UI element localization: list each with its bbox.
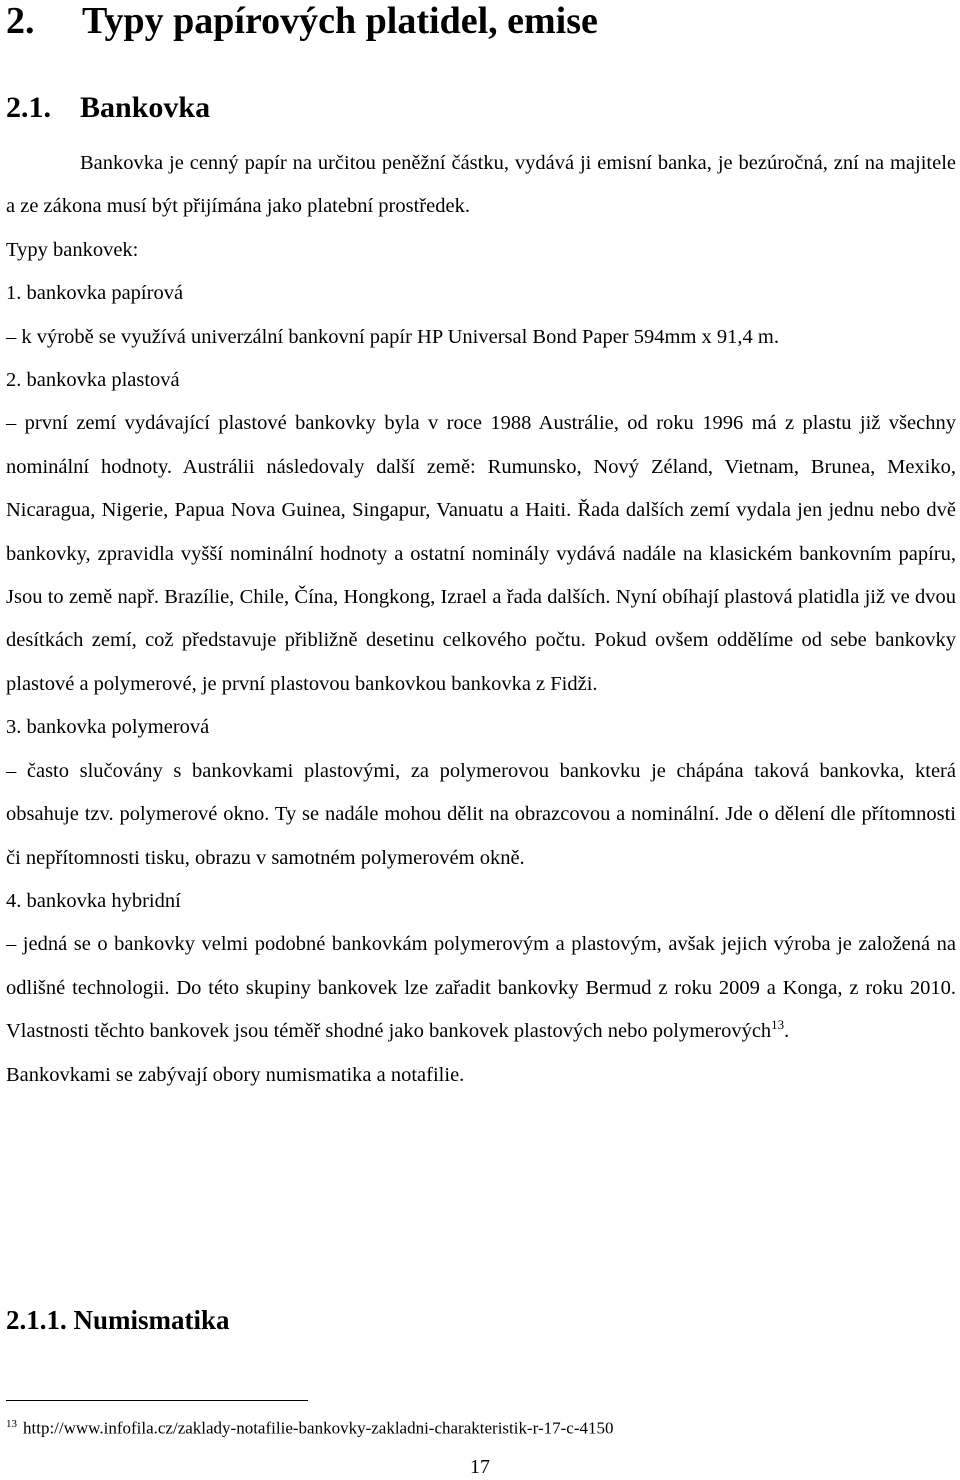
- section-heading: [6, 88, 210, 128]
- subsection-title: Numismatika: [73, 1305, 230, 1335]
- type4-description-text: – jedná se o bankovky velmi podobné bankovkám polymerovým a plastovým, avšak jejich výroba je založená na odlišné technologii. Do této skupiny bankovek lze zařadit bankovky Bermud z roku 2009 a Konga, z roku 2010. Vlastnosti těchto bankovek jsou téměř shodné jako bankovek plastových nebo polymerových: [6, 933, 956, 1043]
- footnote-reference[interactable]: 13: [771, 1017, 785, 1033]
- closing-sentence: Bankovkami se zabývají obory numismatika a notafilie.: [6, 1063, 465, 1086]
- footnote-marker: 13: [6, 1418, 17, 1430]
- type1-title: 1. bankovka papírová: [6, 282, 184, 305]
- type4-description-end: .: [784, 1020, 790, 1043]
- chapter-heading: [6, 0, 598, 44]
- type2-title: 2. bankovka plastová: [6, 369, 180, 392]
- type3-description: – často slučovány s bankovkami plastovými, za polymerovou bankovku je chápána taková bankovka, která obsahuje tzv. polymerové okno. Ty se nadále mohou dělit na obrazcovou a nominální. Jde o dělení dle přítomnosti či nepřítomnosti tisku, obrazu v samotném polymerovém okně.: [6, 759, 956, 869]
- footnote-separator: [6, 1400, 308, 1401]
- chapter-title: Typy papírových platidel, emise: [82, 0, 598, 42]
- type1-description: – k výrobě se využívá univerzální bankovní papír HP Universal Bond Paper 594mm x 91,4 m.: [6, 325, 779, 348]
- body-text: [6, 142, 956, 1097]
- type4-description: [6, 923, 956, 1053]
- intro-paragraph: Bankovka je cenný papír na určitou peněžní částku, vydává ji emisní banka, je bezúročná, zní na majitele a ze zákona musí být přijímána jako platební prostředek.: [6, 152, 956, 218]
- types-label: Typy bankovek:: [6, 238, 139, 261]
- footnote-link[interactable]: http://www.infofila.cz/zaklady-notafilie-bankovky-zakladni-charakteristik-r-17-c-4150: [23, 1418, 614, 1438]
- section-title: Bankovka: [80, 91, 211, 124]
- chapter-number: 2.: [6, 0, 35, 42]
- type3-title: 3. bankovka polymerová: [6, 716, 210, 739]
- section-number: 2.1.: [6, 91, 51, 124]
- page-number: 17: [470, 1456, 490, 1478]
- type2-description: – první zemí vydávající plastové bankovky byla v roce 1988 Austrálie, od roku 1996 má z plastu již všechny nominální hodnoty. Austrálii následovaly další země: Rumunsko, Nový Zéland, Vietnam, Brunea, Mexiko, Nicaragua, Nigerie, Papua Nova Guinea, Singapur, Vanuatu a Haiti. Řada dalších zemí vydala jen jednu nebo dvě bankovky, zpravidla vyšší nominální hodnoty a ostatní nominály vydává nadále na klasickém bankovním papíru, Jsou to země např. Brazílie, Chile, Čína, Hongkong, Izrael a řada dalších. Nyní obíhají plastová platidla již ve dvou desítkách zemí, což představuje přibližně desetinu celkového počtu. Pokud ovšem oddělíme od sebe bankovky plastové a polymerové, je první plastovou bankovkou bankovka z Fidži.: [6, 412, 956, 695]
- subsection-heading: [6, 1300, 230, 1340]
- footnote: [6, 1412, 614, 1441]
- subsection-number: 2.1.1.: [6, 1305, 67, 1335]
- type4-title: 4. bankovka hybridní: [6, 889, 181, 912]
